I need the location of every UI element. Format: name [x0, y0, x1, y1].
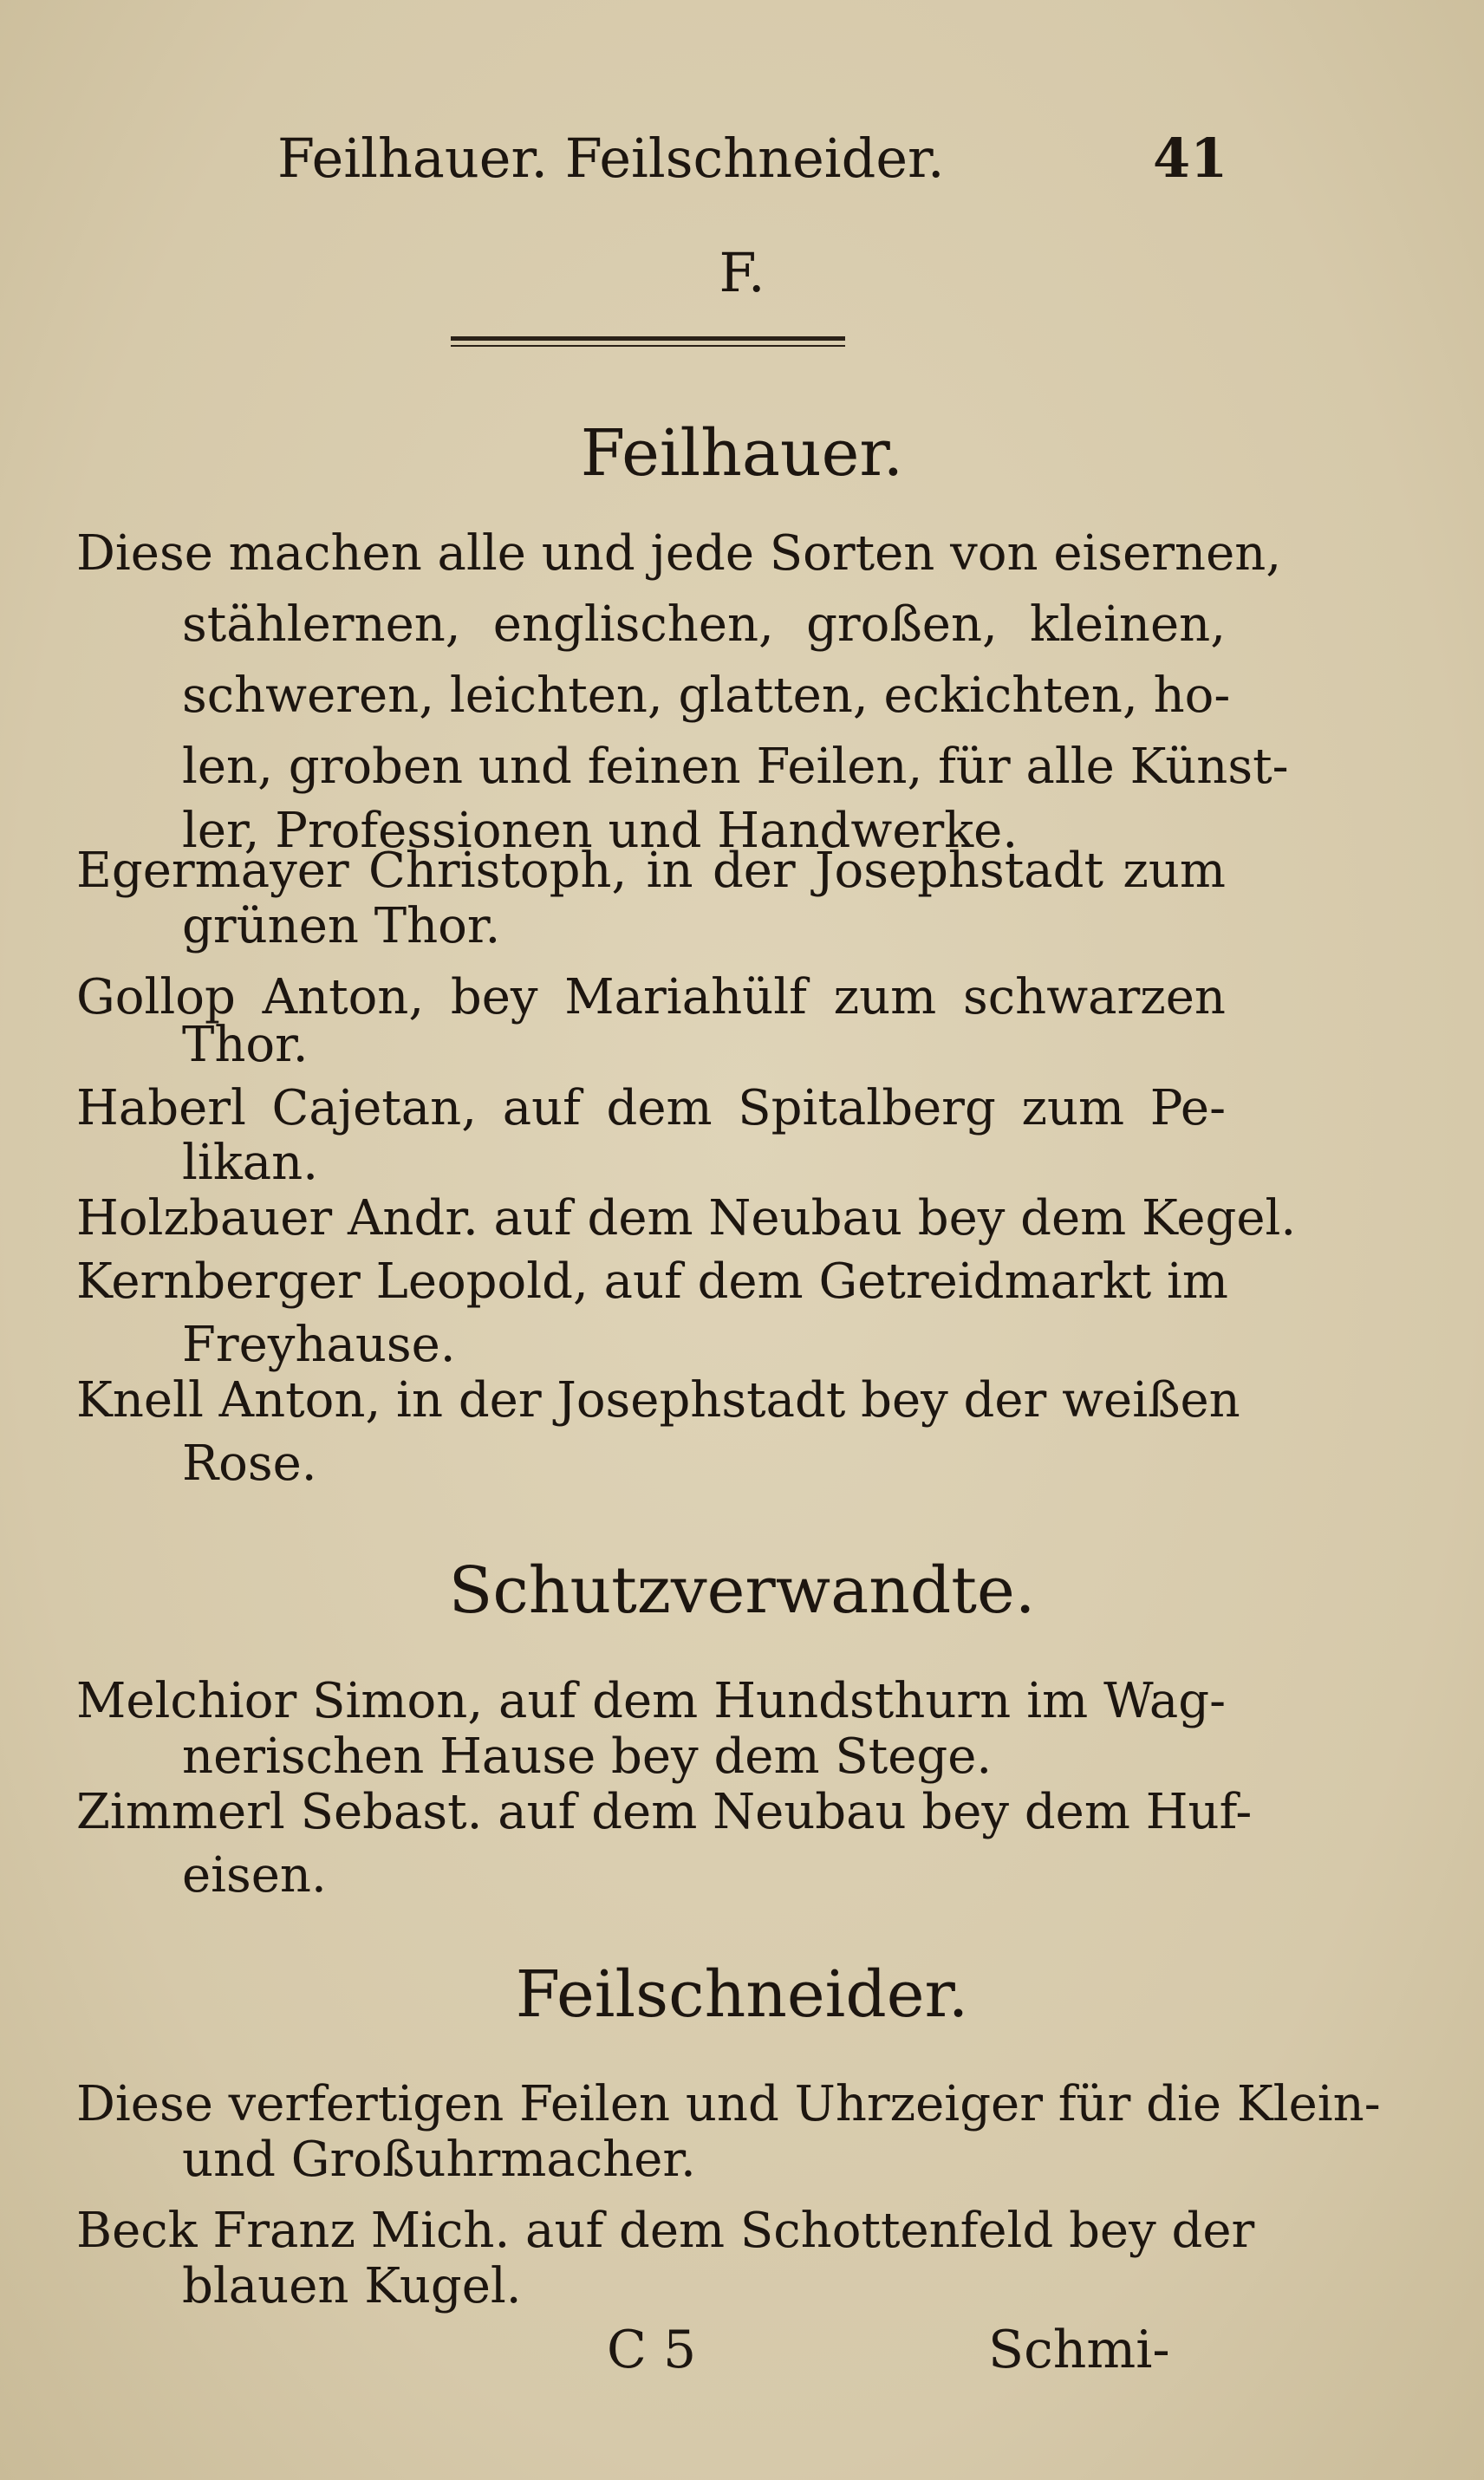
entry-line: eisen.: [182, 1847, 327, 1904]
entry-line: blauen Kugel.: [182, 2258, 522, 2314]
description-line: Diese verfertigen Feilen und Uhrzeiger für die Klein-: [76, 2076, 1381, 2132]
entry-line: likan.: [182, 1135, 319, 1191]
entry-line: Kernberger Leopold, auf dem Getreidmarkt im: [76, 1253, 1229, 1310]
description-line: len, groben und feinen Feilen, für alle Künst-: [182, 739, 1289, 795]
entry-line: Freyhause.: [182, 1317, 456, 1373]
signature-mark: C 5: [607, 2320, 697, 2380]
entry-line: Knell Anton, in der Josephstadt bey der weißen: [76, 1372, 1240, 1429]
divider-rule: [451, 336, 845, 341]
entry-line: Holzbauer Andr. auf dem Neubau bey dem Kegel.: [76, 1190, 1297, 1247]
heading-feilhauer: Feilhauer.: [580, 416, 904, 491]
page-number: 41: [1153, 127, 1228, 190]
heading-schutzverwandte: Schutzverwandte.: [448, 1553, 1036, 1628]
entry-line: Thor.: [182, 1017, 309, 1073]
divider-rule-thin: [451, 345, 845, 347]
entry-line: Melchior Simon, auf dem Hundsthurn im Wag-: [76, 1673, 1226, 1729]
description-line: schweren, leichten, glatten, eckichten, ho-: [182, 667, 1231, 724]
entry-line: Gollop Anton, bey Mariahülf zum schwarzen: [76, 969, 1226, 1025]
description-line: und Großuhrmacher.: [182, 2132, 696, 2188]
entry-line: nerischen Hause bey dem Stege.: [182, 1728, 993, 1785]
entry-line: grünen Thor.: [182, 898, 501, 954]
entry-line: Egermayer Christoph, in der Josephstadt zum: [76, 843, 1226, 899]
entry-line: Rose.: [182, 1435, 317, 1492]
entry-line: Beck Franz Mich. auf dem Schottenfeld bey der: [76, 2203, 1255, 2259]
description-line: stählernen, englischen, großen, kleinen,: [182, 596, 1226, 653]
running-title: Feilhauer. Feilschneider.: [277, 127, 945, 190]
description-line: Diese machen alle und jede Sorten von eisernen,: [76, 525, 1282, 582]
section-letter: F.: [719, 241, 765, 304]
entry-line: Haberl Cajetan, auf dem Spitalberg zum Pe-: [76, 1080, 1226, 1136]
entry-line: Zimmerl Sebast. auf dem Neubau bey dem Huf-: [76, 1784, 1253, 1840]
description-line: ler, Professionen und Handwerke.: [182, 803, 1019, 859]
heading-feilschneider: Feilschneider.: [515, 1957, 969, 2032]
catchword: Schmi-: [988, 2320, 1170, 2380]
